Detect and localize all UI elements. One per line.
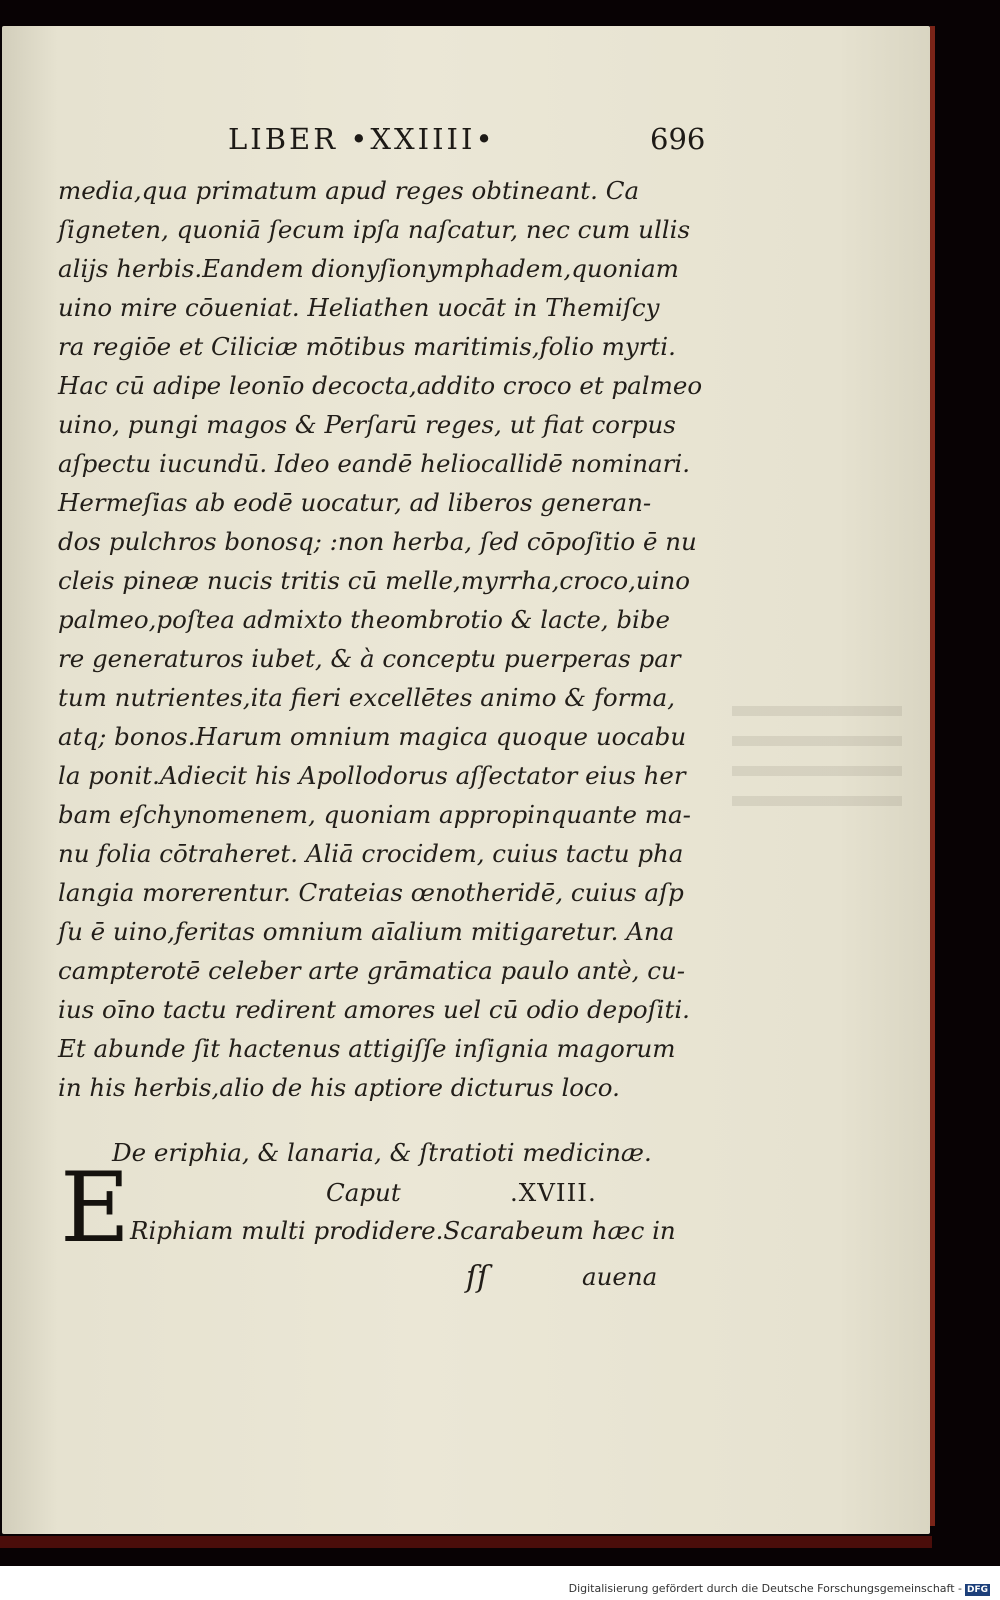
page-edge-red xyxy=(930,26,935,1526)
text-line: media,qua primatum apud reges obtineant. Ca xyxy=(58,176,640,205)
text-line: ius oīno tactu redirent amores uel cū odio depoſiti. xyxy=(58,995,690,1024)
section-heading: De eriphia, & lanaria, & ſtratioti medicinæ. xyxy=(112,1138,652,1167)
text-line: dos pulchros bonosq; :non herba, ſed cōpoſitio ē nu xyxy=(58,527,697,556)
footer-text: Digitalisierung gefördert durch die Deutsche Forschungsgemeinschaft - xyxy=(568,1582,962,1595)
catchword: auena xyxy=(582,1262,658,1291)
text-line: Hermeſias ab eodē uocatur, ad liberos generan- xyxy=(58,488,652,517)
page-bottom-edge xyxy=(0,1536,932,1548)
text-line: Et abunde ſit hactenus attigiſſe inſignia magorum xyxy=(58,1034,676,1063)
text-line: re generaturos iubet, & à conceptu puerperas par xyxy=(58,644,681,673)
text-line: langia morerentur. Crateias œnotheridē, cuius aſp xyxy=(58,878,684,907)
text-line: bam eſchynomenem, quoniam appropinquante ma- xyxy=(58,800,691,829)
running-head-title: LIBER •XXIIII• xyxy=(228,122,496,156)
text-line: alijs herbis.Eandem dionyſionymphadem,quoniam xyxy=(58,254,679,283)
text-line: in his herbis,alio de his aptiore dicturus loco. xyxy=(58,1073,620,1102)
digitization-footer xyxy=(569,1582,990,1596)
text-line: nu folia cōtraheret. Aliā crocidem, cuius tactu pha xyxy=(58,839,684,868)
text-line: uino, pungi magos & Perſarū reges, ut fiat corpus xyxy=(58,410,676,439)
signature-mark: ſſ xyxy=(466,1260,489,1295)
text-line: ſu ē uino,feritas omnium aīalium mitigaretur. Ana xyxy=(58,917,675,946)
text-line: aſpectu iucundū. Ideo eandē heliocallidē nominari. xyxy=(58,449,690,478)
chapter-label: Caput xyxy=(326,1178,401,1207)
text-line: la ponit.Adiecit his Apollodorus aſſectator eius her xyxy=(58,761,686,790)
text-line: campterotē celeber arte grāmatica paulo antè, cu- xyxy=(58,956,686,985)
drop-cap-initial: E xyxy=(60,1152,131,1264)
text-line: cleis pineæ nucis tritis cū melle,myrrha,croco,uino xyxy=(58,566,691,595)
chapter-first-line: Riphiam multi prodidere.Scarabeum hæc in xyxy=(130,1216,676,1245)
text-line: ſigneten, quoniā ſecum ipſa naſcatur, nec cum ullis xyxy=(58,215,691,244)
text-line: ra regiōe et Ciliciæ mōtibus maritimis,folio myrti. xyxy=(58,332,676,361)
running-head xyxy=(0,118,930,162)
text-line: Hac cū adipe leonīo decocta,addito croco et palmeo xyxy=(58,371,703,400)
page-number: 696 xyxy=(650,122,706,156)
text-line: palmeo,poſtea admixto theombrotio & lacte, bibe xyxy=(58,605,671,634)
text-line: atq; bonos.Harum omnium magica quoque uocabu xyxy=(58,722,687,751)
bleed-through-shadow xyxy=(732,706,902,826)
text-line: uino mire cōueniat. Heliathen uocāt in Themiſcy xyxy=(58,293,660,322)
chapter-number: .XVIII. xyxy=(510,1178,597,1207)
dfg-logo: DFG xyxy=(966,1585,988,1595)
text-line: tum nutrientes,ita fieri excellētes animo & forma, xyxy=(58,683,675,712)
